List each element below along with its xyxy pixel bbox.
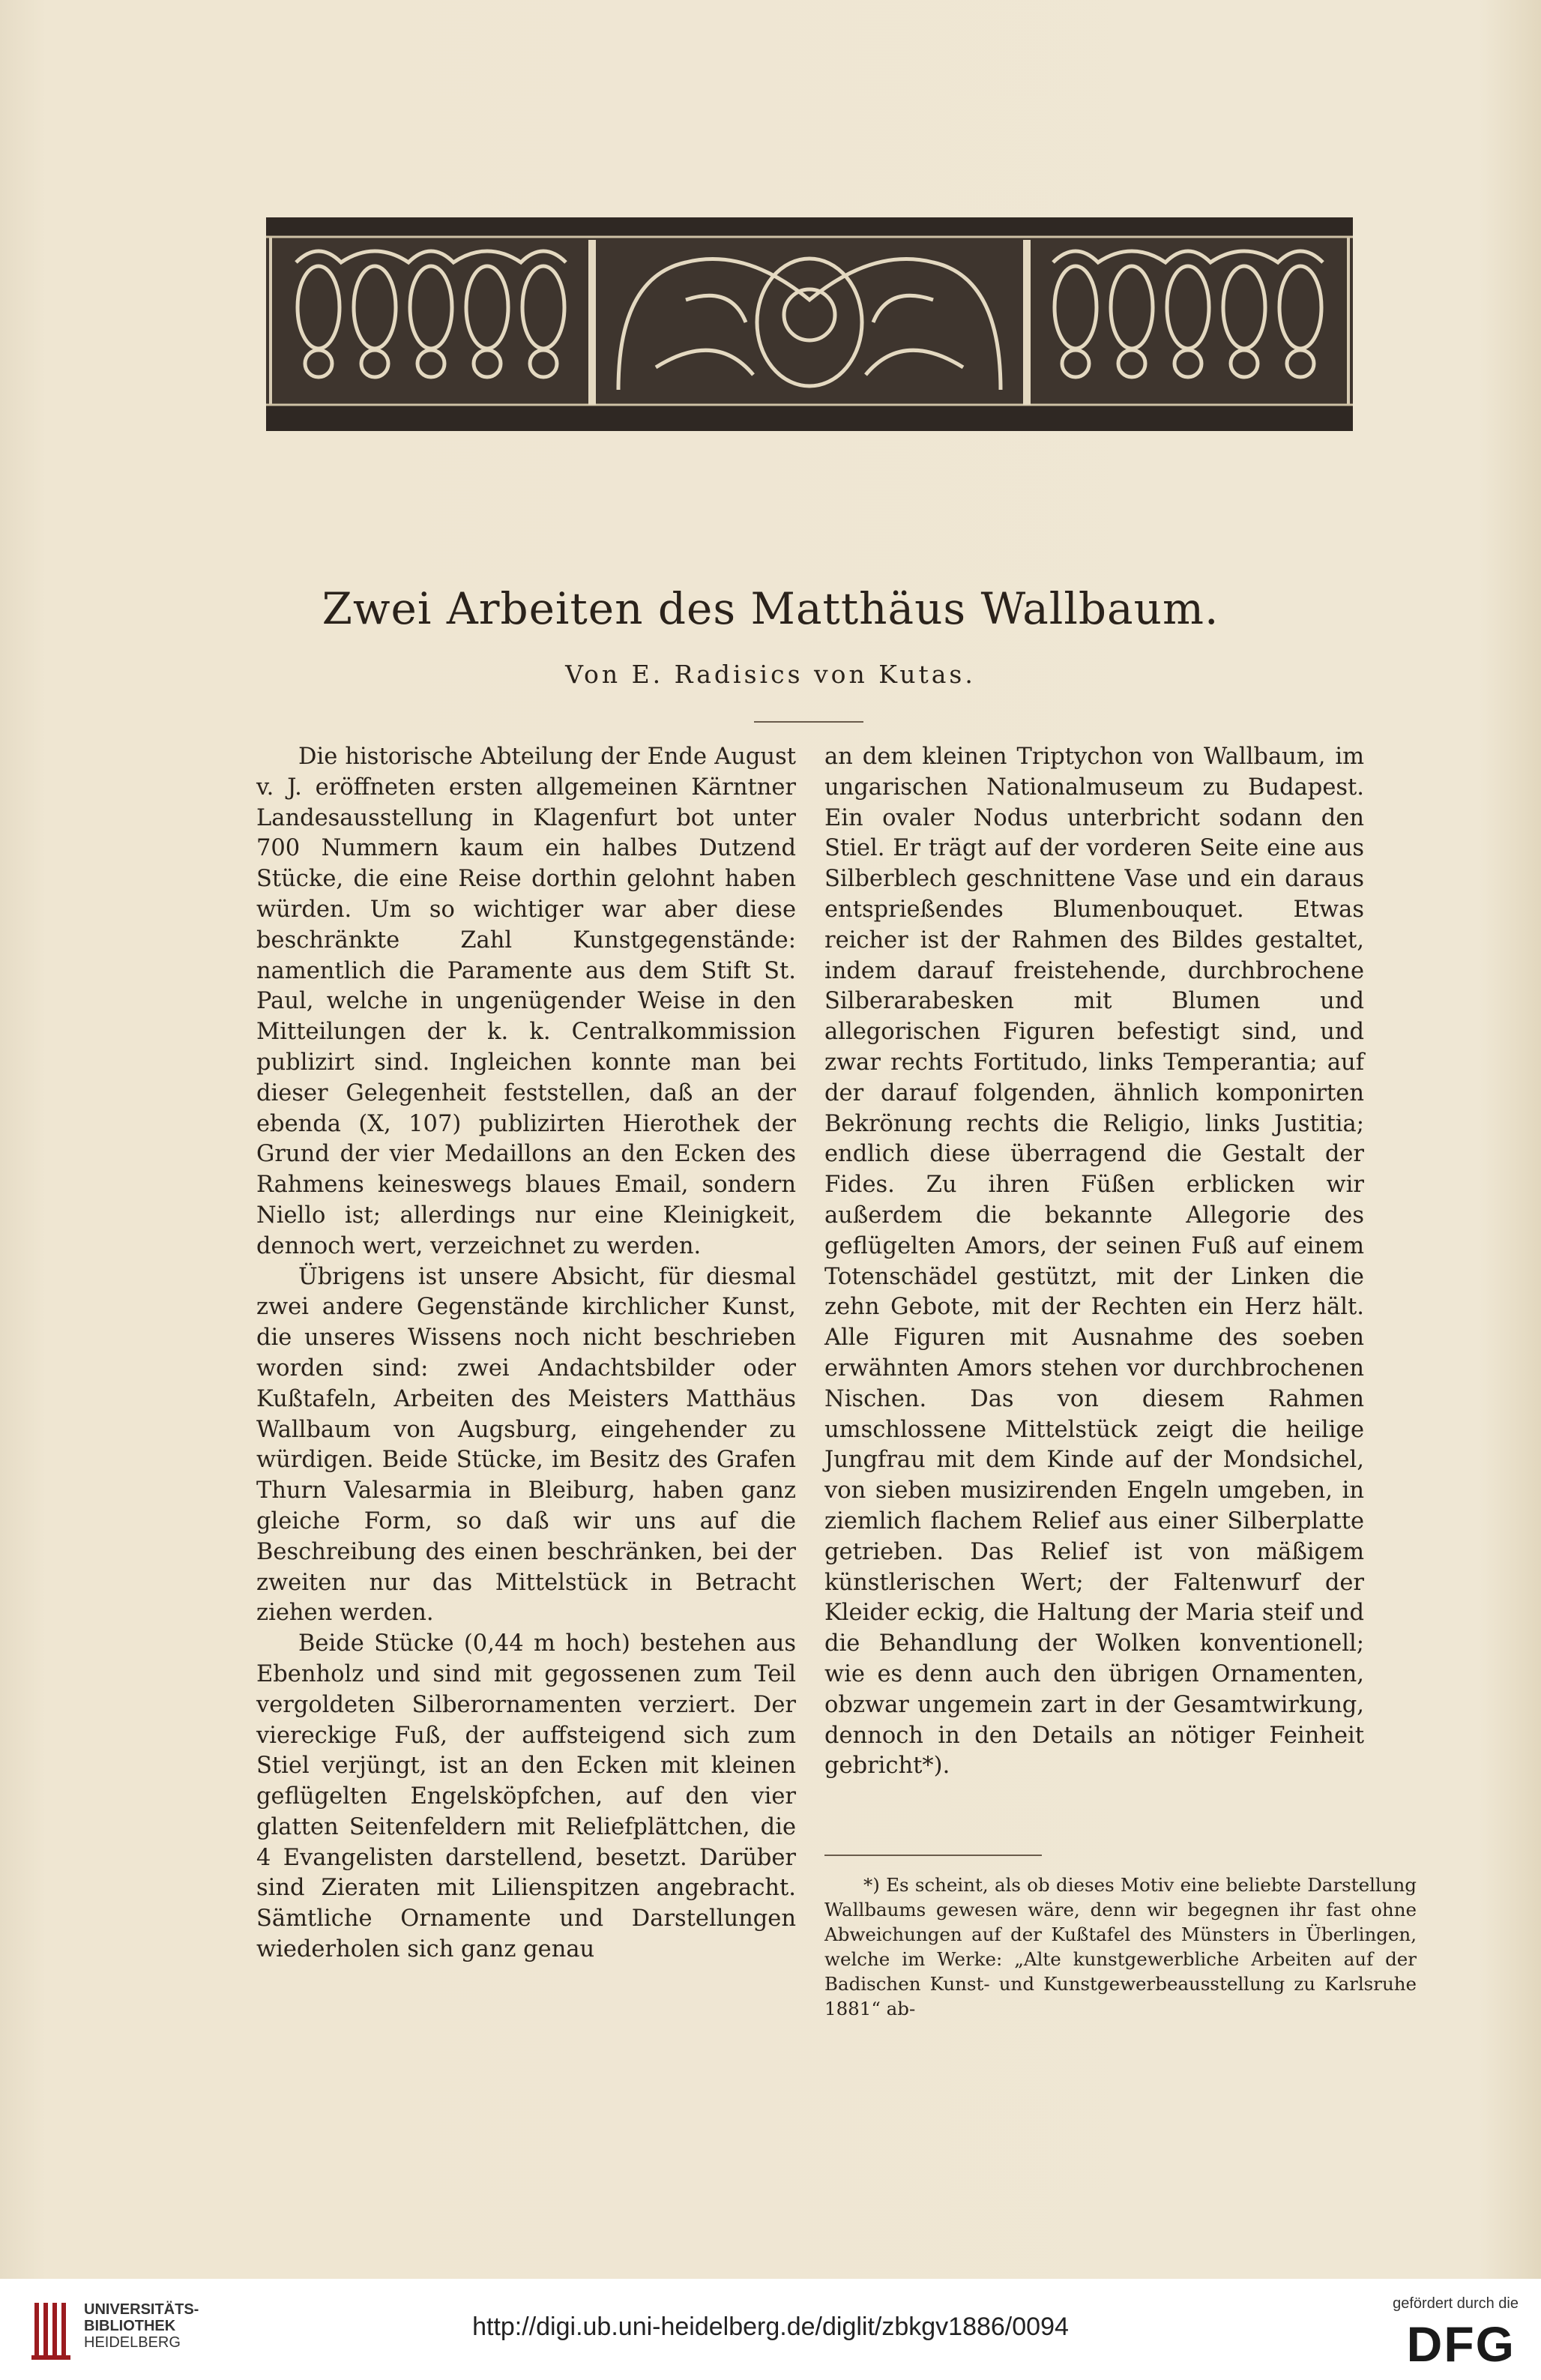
paragraph: Beide Stücke (0,44 m hoch) bestehen aus Ebenholz und sind mit gegossenen zum Teil vergoldeten Silberornamenten verziert. Der viereckige Fuß, der auffsteigend sich zum Stiel verjüngt, ist an den Ecken mit kleinen geflügelten Engelsköpfchen, auf den vier glatten Seitenfeldern mit Reliefplättchen, die 4 Evangelisten darstellend, besetzt. Darüber sind Zieraten mit Lilienspitzen angebracht. Sämtliche Ornamente und Darstellungen wiederholen sich ganz genau	[256, 1630, 796, 1963]
funding-text: gefördert durch die	[1393, 2295, 1519, 2312]
article-byline: Von E. Radisics von Kutas.	[565, 660, 976, 689]
paragraph: an dem kleinen Triptychon von Wallbaum, im ungarischen Nationalmuseum zu Budapest. Ein ovaler Nodus unterbricht sodann den Stiel. Er trägt auf der vorderen Seite eine aus Silberblech geschnittene Vase und ein daraus entsprießendes Blumenbouquet. Etwas reicher ist der Rahmen des Bildes gestaltet, indem darauf freistehende, durchbrochene Silberarabesken mit Blumen und allegorischen Figuren befestigt sind, und zwar rechts Fortitudo, links Temperantia; auf der darauf folgenden, ähnlich komponirten Bekrönung rechts die Religio, links Justitia; endlich diese überragend die Gestalt der Fides. Zu ihren Füßen erblicken wir außerdem die bekannte Allegorie des geflügelten Amors, der seinen Fuß auf einem Totenschädel gestützt, mit der Linken die zehn Gebote, mit der Rechten ein Herz hält. Alle Figuren mit Ausnahme des soeben erwähnten Amors stehen vor durchbrochenen Nischen. Das von diesem Rahmen umschlossene Mittelstück zeigt die heilige Jungfrau mit dem Kinde auf der Mondsichel, von sieben musizirenden Engeln umgeben, in ziemlich flachem Relief aus einer Silberplatte getrieben. Das Relief ist von mäßigem künstlerischen Wert; der Faltenwurf der Kleider eckig, die Haltung der Maria steif und die Behandlung der Wolken konventionell; wie es denn auch den übrigen Ornamenten, obzwar ungemein zart in der Gesamtwirkung, dennoch in den Details an nötiger Feinheit gebricht*).	[824, 744, 1364, 1780]
article-title: Zwei Arbeiten des Matthäus Wallbaum.	[322, 583, 1219, 634]
paragraph: Übrigens ist unsere Absicht, für diesmal zwei andere Gegenstände kirchlicher Kunst, die unseres Wissens noch nicht beschrieben worden sind: zwei Andachtsbilder oder Kußtafeln, Arbeiten des Meisters Matthäus Wallbaum von Augsburg, eingehender zu würdigen. Beide Stücke, im Besitz des Grafen Thurn Valesarmia in Bleiburg, haben ganz gleiche Form, so daß wir uns auf die Beschreibung des einen beschränken, bei der zweiten nur das Mittelstück in Betracht ziehen werden.	[256, 1263, 796, 1627]
paragraph: Die historische Abteilung der Ende August v. J. eröffneten ersten allgemeinen Kärntner Landesausstellung in Klagenfurt bot unter 700 Nummern kaum ein halbes Dutzend Stücke, die eine Reise dorthin gelohnt haben würden. Um so wichtiger war aber diese beschränkte Zahl Kunstgegenstände: namentlich die Paramente aus dem Stift St. Paul, welche in ungenügender Weise in den Mitteilungen der k. k. Centralkommission publizirt sind. Ingleichen konnte man bei dieser Gelegenheit feststellen, daß an der ebenda (X, 107) publizirten Hierothek der Grund der vier Medaillons an den Ecken des Rahmens keineswegs blaues Email, sondern Niello ist; allerdings nur eine Kleinigkeit, dennoch wert, verzeichnet zu werden.	[256, 744, 796, 1259]
dfg-logo: DFG	[1406, 2316, 1516, 2372]
library-name-line: HEIDELBERG	[84, 2334, 181, 2351]
text-column-left	[256, 742, 796, 1965]
footnote: *) Es scheint, als ob dieses Motiv eine beliebte Darstellung Wallbaums gewesen wäre, denn wir begegnen ihr fast ohne Abweichungen auf der Kußtafel des Münsters in Überlingen, welche im Werke: „Alte kunstgewerbliche Arbeiten auf der Badischen Kunst- und Kunstgewerbeausstellung zu Karlsruhe 1881“ ab-	[824, 1874, 1417, 2019]
source-url-link[interactable]: http://digi.ub.uni-heidelberg.de/diglit/zbkgv1886/0094	[472, 2313, 1069, 2341]
ornamental-header-banner	[266, 217, 1353, 431]
library-name-line: UNIVERSITÄTS-	[84, 2301, 199, 2318]
footnote-divider	[824, 1855, 1042, 1856]
text-column-right	[824, 742, 1364, 1782]
title-divider	[754, 721, 863, 723]
library-name-line: BIBLIOTHEK	[84, 2318, 176, 2334]
